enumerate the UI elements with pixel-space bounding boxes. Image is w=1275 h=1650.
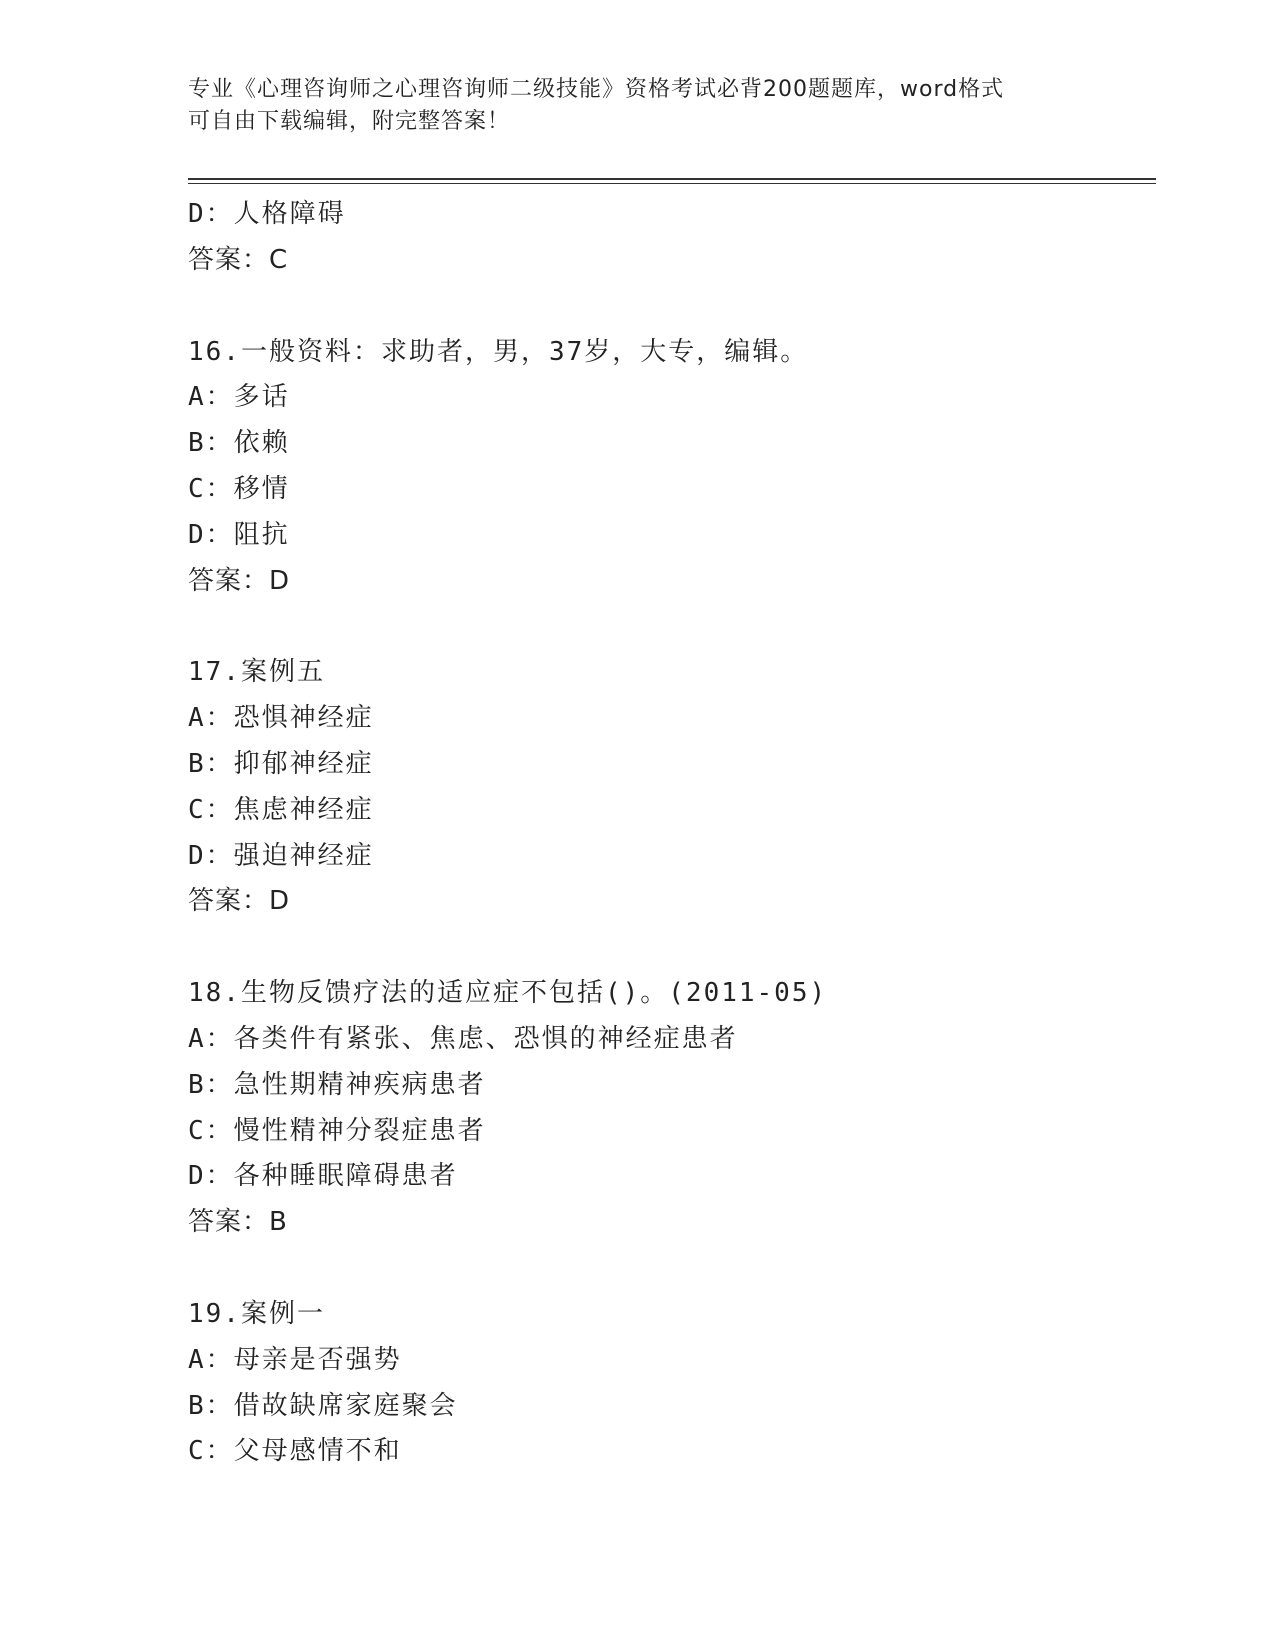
question-block [188, 330, 1148, 605]
option-b: B：依赖 [188, 428, 290, 459]
option-b: B：急性期精神疾病患者 [188, 1069, 486, 1100]
question-block [188, 1292, 1148, 1475]
spacer [188, 604, 1148, 650]
header-title-line-2: 可自由下载编辑，附完整答案！ [188, 109, 511, 134]
option-a: A：多话 [188, 382, 290, 413]
option-a: A：各类件有紧张、焦虑、恐惧的神经症患者 [188, 1023, 738, 1054]
option-c: C：焦虑神经症 [188, 794, 374, 825]
question-text: 17.案例五 [188, 657, 325, 688]
option-c: C：慢性精神分裂症患者 [188, 1115, 486, 1146]
answer-line: 答案：C [188, 244, 289, 275]
option-d: D：各种睡眠障碍患者 [188, 1161, 458, 1192]
option-c: C：移情 [188, 473, 290, 504]
question-list [188, 192, 1148, 1475]
question-text: 16.一般资料：求助者，男，37岁，大专，编辑。 [188, 336, 809, 367]
option-b: B：借故缺席家庭聚会 [188, 1390, 458, 1421]
answer-line: 答案：D [188, 565, 291, 596]
header-divider-thick [188, 178, 1156, 180]
question-block [188, 192, 1148, 284]
question-text: 18.生物反馈疗法的适应症不包括()。(2011-05) [188, 978, 828, 1009]
option-b: B：抑郁神经症 [188, 748, 374, 779]
header-divider-thin [188, 183, 1156, 184]
spacer [188, 925, 1148, 971]
answer-line: 答案：B [188, 1207, 288, 1238]
spacer [188, 284, 1148, 330]
answer-line: 答案：D [188, 886, 291, 917]
option-d: D：强迫神经症 [188, 840, 374, 871]
spacer [188, 1246, 1148, 1292]
question-block [188, 650, 1148, 925]
option-d: D：人格障碍 [188, 199, 346, 229]
option-d: D：阻抗 [188, 519, 290, 550]
header-title-line-1: 专业《心理咨询师之心理咨询师二级技能》资格考试必背200题题库，word格式 [188, 77, 1005, 102]
document-header [188, 74, 1088, 138]
option-a: A：恐惧神经症 [188, 703, 374, 734]
question-block [188, 971, 1148, 1246]
option-c: C：父母感情不和 [188, 1436, 402, 1467]
question-text: 19.案例一 [188, 1298, 325, 1329]
option-a: A：母亲是否强势 [188, 1344, 402, 1375]
